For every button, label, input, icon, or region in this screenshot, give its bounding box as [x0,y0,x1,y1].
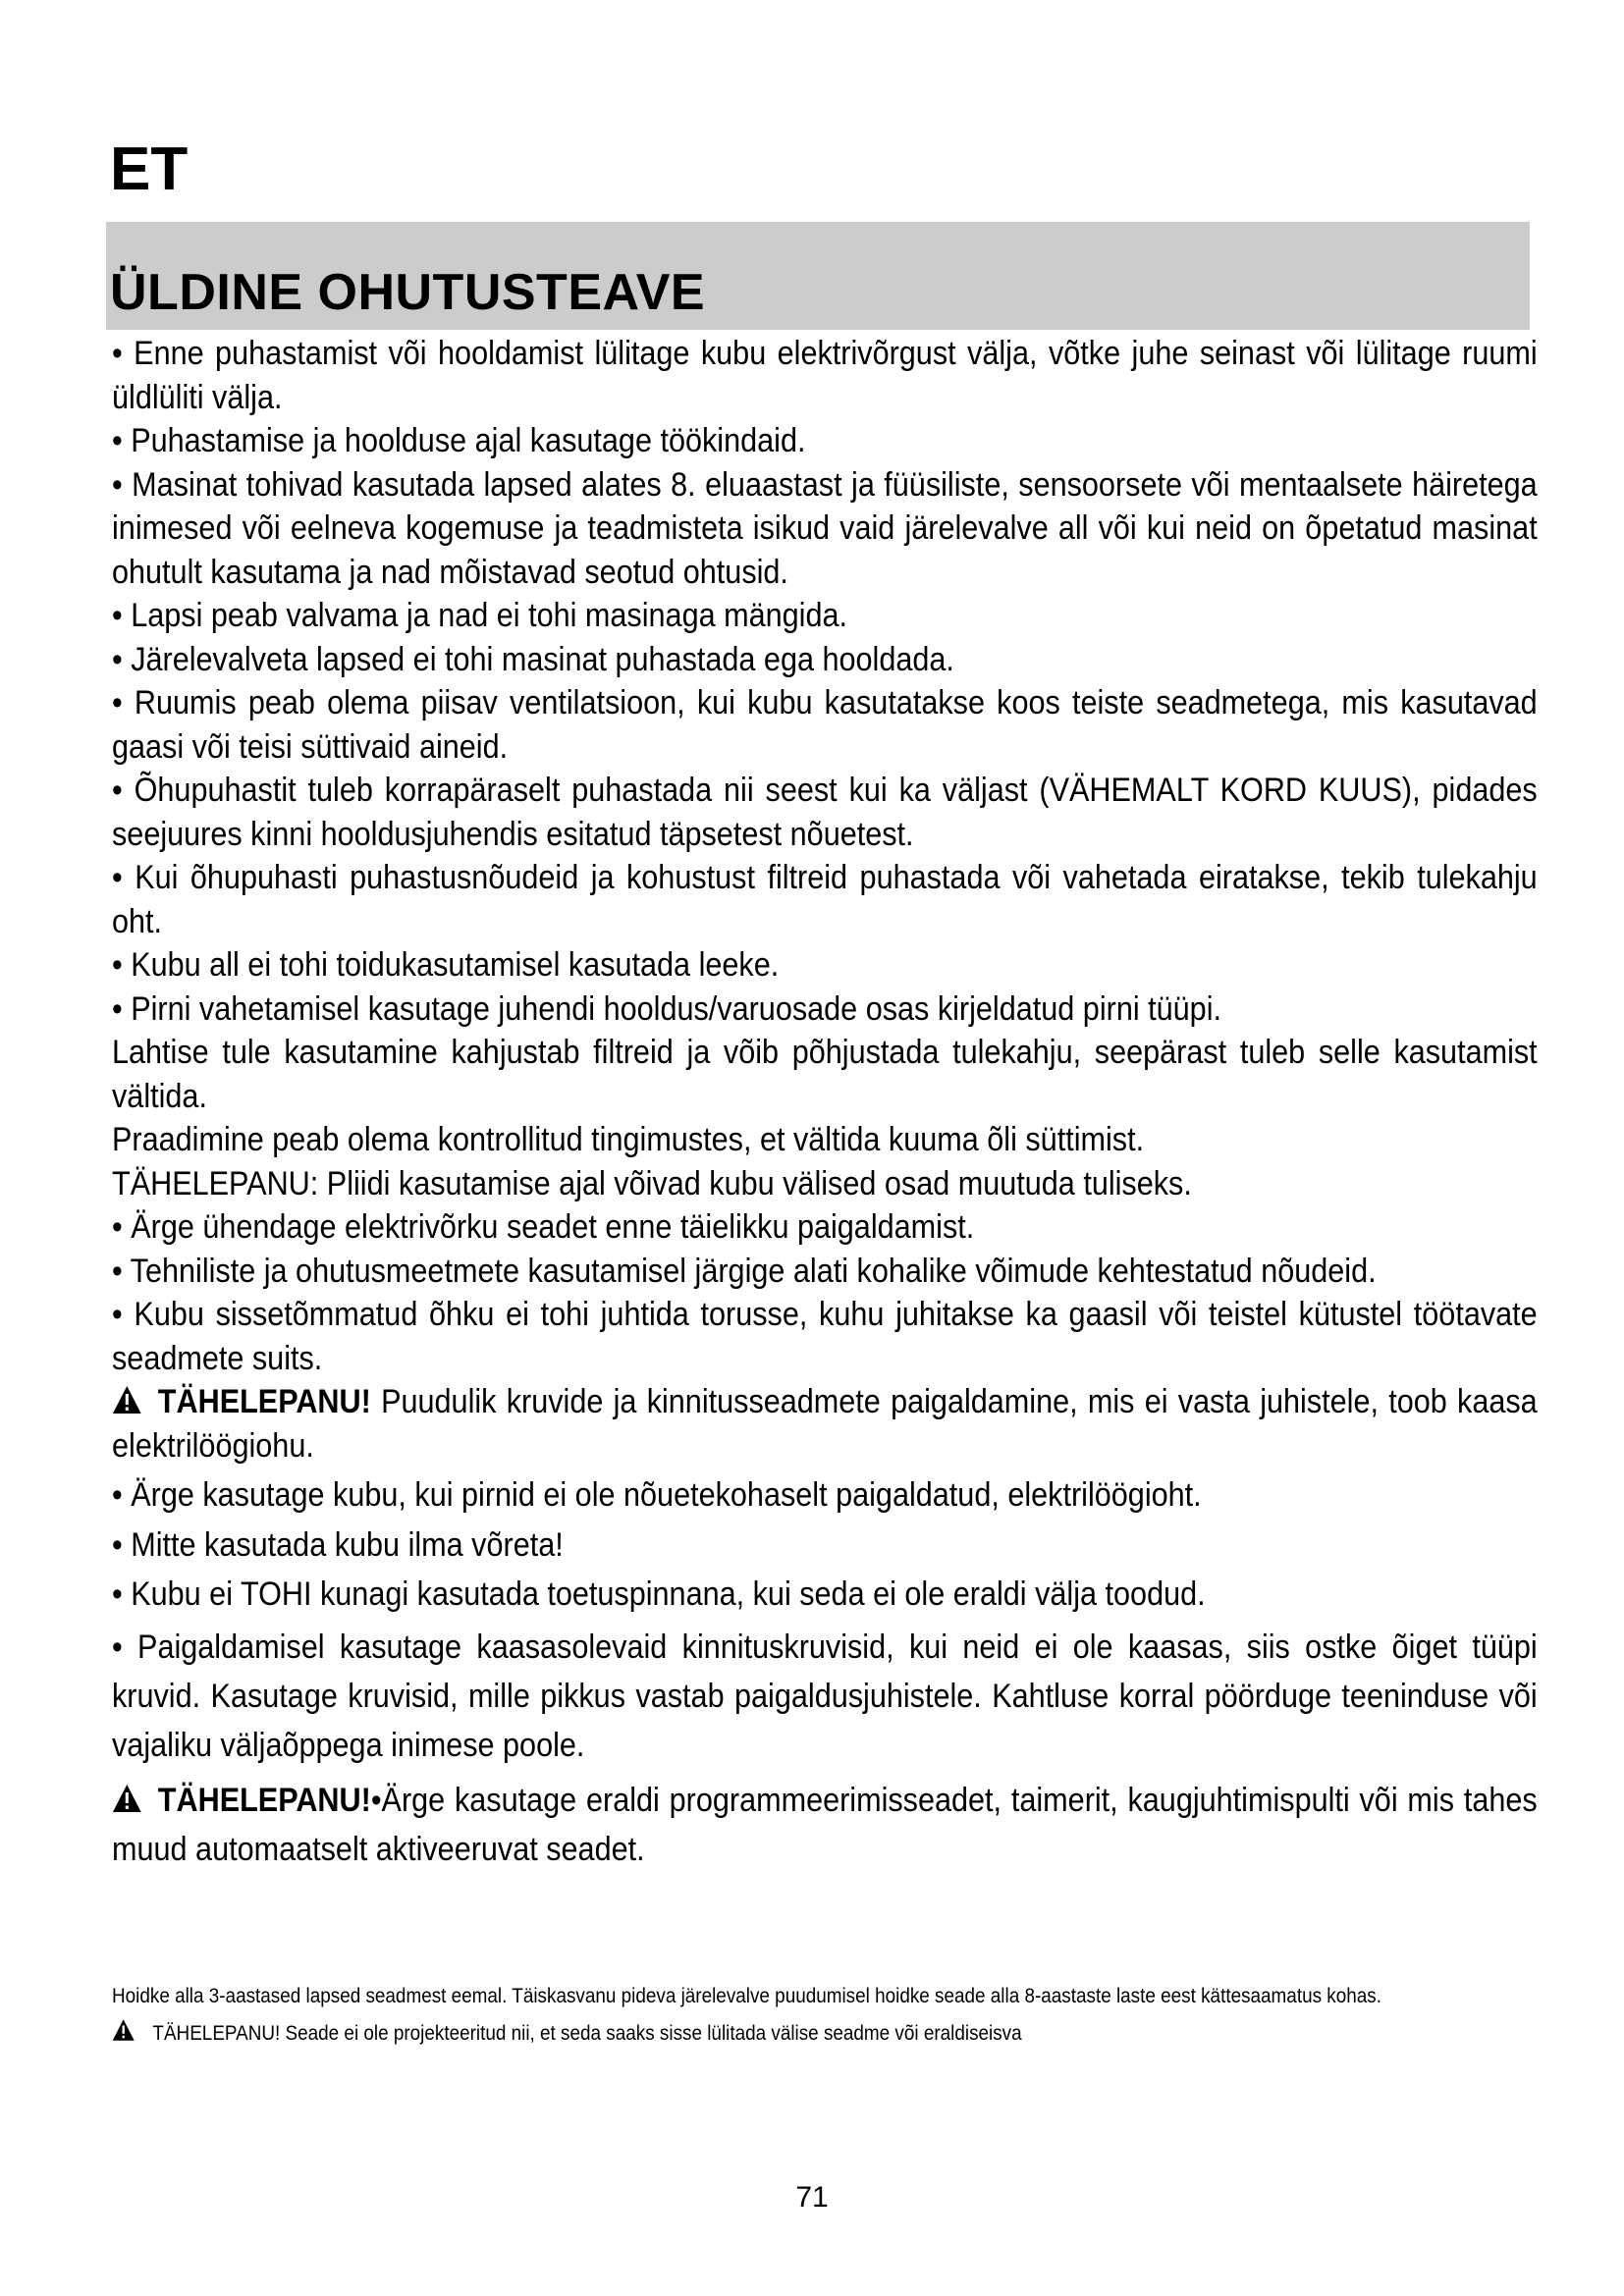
warning-label: TÄHELEPANU! [157,1383,371,1420]
warning-text: Puudulik kruvide ja kinnitusseadmete paigaldamine, mis ei vasta juhistele, toob kaasa elektrilöögiohu. [112,1383,1538,1465]
safety-paragraph: • Ärge kasutage kubu, kui pirnid ei ole nõuetekohaselt paigaldatud, elektrilöögioht. [112,1476,1202,1514]
warning-triangle-icon [112,1385,142,1415]
safety-paragraph: • Järelevalveta lapsed ei tohi masinat puhastada ega hooldada. [112,640,954,678]
safety-paragraph: • Enne puhastamist või hooldamist lülitage kubu elektrivõrgust välja, võtke juhe seinast või lülitage ruumi üldlüliti välja. [112,335,1538,416]
safety-paragraph: • Lapsi peab valvama ja nad ei tohi masinaga mängida. [112,597,847,634]
safety-paragraph: Lahtise tule kasutamine kahjustab filtreid ja võib põhjustada tulekahju, seepärast tuleb selle kasutamist vältida. [112,1034,1538,1115]
fine-print-block [112,1982,1538,2048]
safety-text-block [112,332,1538,1874]
safety-paragraph: Praadimine peab olema kontrollitud tingimustes, et vältida kuuma õli süttimist. [112,1121,1145,1158]
section-title: ÜLDINE OHUTUSTEAVE [110,264,706,321]
safety-paragraph: • Kubu ei TOHI kunagi kasutada toetuspinnana, kui seda ei ole eraldi välja toodud. [112,1575,1206,1613]
safety-paragraph: • Kubu all ei tohi toidukasutamisel kasutada leeke. [112,946,780,984]
safety-paragraph: • Masinat tohivad kasutada lapsed alates 8. eluaastast ja füüsiliste, sensoorsete või mentaalsete häiretega inimesed või eelneva kogemuse ja teadmisteta isikud vaid järelevalve all või kui neid on õpetatud masinat ohutult kasutama ja nad mõistavad seotud ohtusid. [112,465,1538,591]
safety-paragraph: • Mitte kasutada kubu ilma võreta! [112,1525,564,1564]
safety-paragraph: • Paigaldamisel kasutage kaasasolevaid kinnituskruvisid, kui neid ei ole kaasas, siis ostke õiget tüüpi kruvid. Kasutage kruvisid, mille pikkus vastab paigaldusjuhistele. Kahtluse korral pöörduge teeninduse või vajaliku väljaõppega inimese poole. [112,1628,1538,1764]
safety-paragraph: • Ärge ühendage elektrivõrku seadet enne täielikku paigaldamist. [112,1208,975,1246]
fine-print-warning [112,2018,1538,2048]
safety-paragraph: • Puhastamise ja hoolduse ajal kasutage töökindaid. [112,422,806,459]
safety-paragraph: • Kubu sissetõmmatud õhku ei tohi juhtida torusse, kuhu juhitakse ka gaasil või teistel kütustel töötavate seadmete suits. [112,1296,1538,1377]
warning-label: TÄHELEPANU! [157,1781,371,1819]
warning-triangle-icon [112,2018,135,2042]
warning-text: •Ärge kasutage eraldi programmeerimisseadet, taimerit, kaugjuhtimispulti või mis tahes muud automaatselt aktiveeruvat seadet. [112,1781,1538,1868]
safety-paragraph: • Õhupuhastit tuleb korrapäraselt puhastada nii seest kui ka väljast (VÄHEMALT KORD KUUS), pidades seejuures kinni hooldusjuhendis esitatud täpsetest nõuetest. [112,772,1538,853]
page-number: 71 [795,2181,829,2214]
safety-paragraph: • Pirni vahetamisel kasutage juhendi hooldus/varuosade osas kirjeldatud pirni tüüpi. [112,989,1221,1028]
warning-paragraph [112,1380,1538,1468]
warning-triangle-icon [112,1784,142,1813]
safety-paragraph: • Ruumis peab olema piisav ventilatsioon, kui kubu kasutatakse koos teiste seadmetega, mis kasutavad gaasi või teisi süttivaid aineid. [112,684,1538,766]
warning-paragraph [112,1776,1538,1874]
fine-print-paragraph: Hoidke alla 3-aastased lapsed seadmest eemal. Täiskasvanu pideva järelevalve puudumisel hoidke seade alla 8-aastaste laste eest kättesaamatus kohas. [112,1985,1381,2007]
safety-paragraph: • Tehniliste ja ohutusmeetmete kasutamisel järgige alati kohalike võimude kehtestatud nõudeid. [112,1252,1377,1290]
safety-paragraph: TÄHELEPANU: Pliidi kasutamise ajal võivad kubu välised osad muutuda tuliseks. [112,1164,1192,1202]
fine-print-warning-text: TÄHELEPANU! Seade ei ole projekteeritud nii, et seda saaks sisse lülitada välise seadme või eraldiseisva [152,2022,1022,2045]
safety-paragraph: • Kui õhupuhasti puhastusnõudeid ja kohustust filtreid puhastada või vahetada eiratakse, tekib tulekahju oht. [112,859,1538,940]
language-code: ET [110,135,189,203]
